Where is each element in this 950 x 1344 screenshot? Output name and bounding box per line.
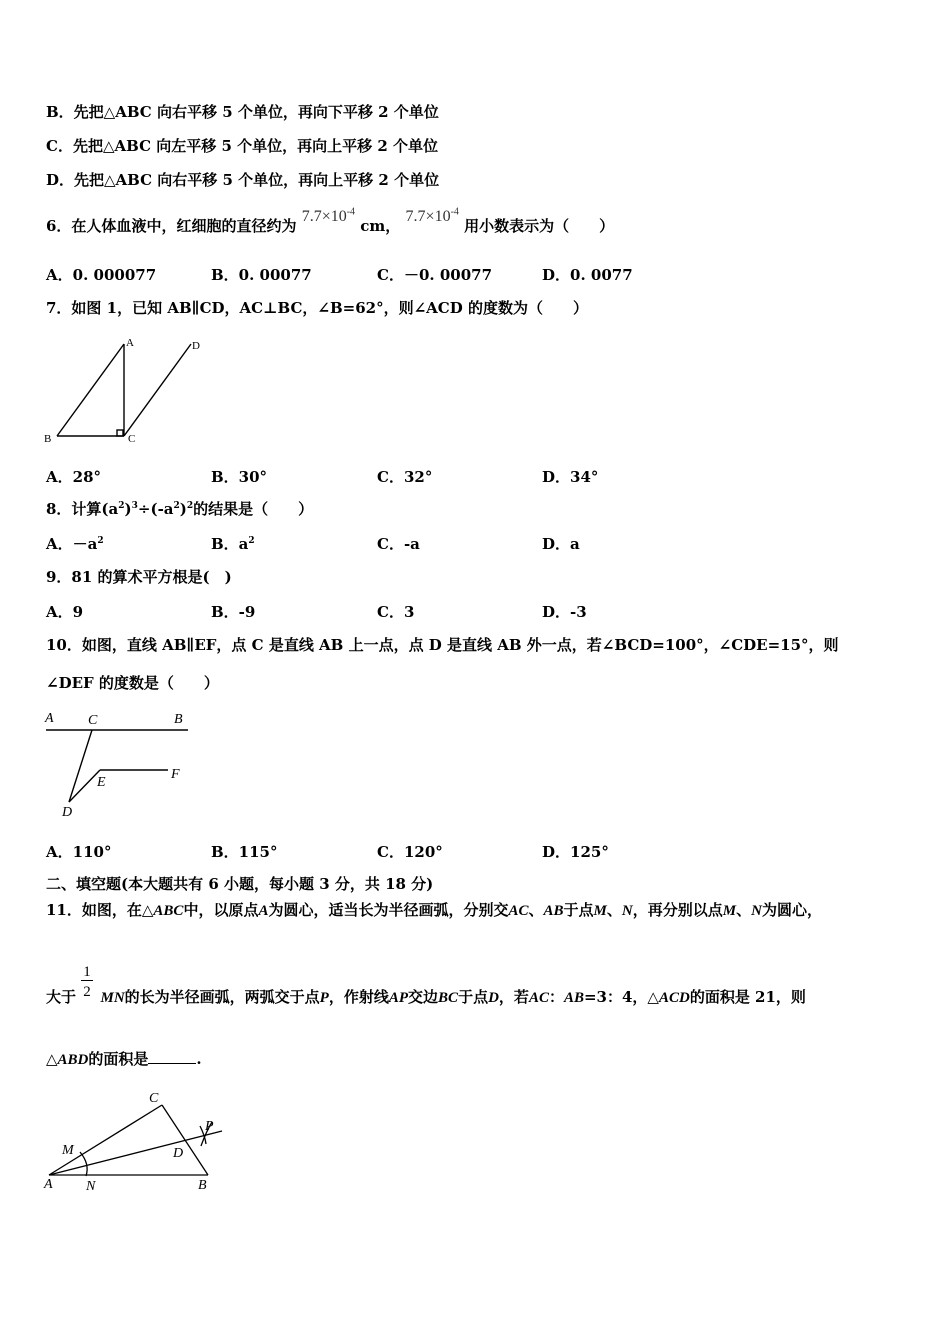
q11-fraction-half: $\frac{1}{2}$ (81, 988, 95, 1008)
q11-stem-line1: 11．如图，在△ABC中，以原点A为圆心，适当长为半径画弧，分别交AC、AB于点M、N，再分别以点M、N为圆心， (46, 901, 822, 919)
q11-stem-line2: 大于 $\frac{1}{2}$ MN的长为半径画弧，两弧交于点P，作射线AP交边BC于点D，若AC：AB=3：4，△ACD的面积是 21，则 (46, 964, 806, 1006)
q6-prefix: 6．在人体血液中，红细胞的直径约为 (46, 217, 297, 235)
q10-label-f: F (171, 767, 180, 782)
q7-stem: 7．如图 1，已知 AB∥CD，AC⊥BC，∠B=62°，则∠ACD 的度数为（ ） (46, 299, 588, 317)
q7-segment-cd (124, 344, 191, 436)
q6-option-c: C．－0. 00077 (377, 266, 493, 284)
q11-ray-ap (49, 1131, 222, 1175)
q10-segment-cd (69, 730, 92, 802)
q11-answer-blank (148, 1049, 196, 1064)
q6-sci-value-2: $7.7\times 10^{-4}$ (405, 206, 459, 225)
q10-label-a: A (45, 711, 54, 726)
q9-option-b: B．-9 (211, 603, 256, 621)
q11-label-n: N (86, 1179, 96, 1194)
q7-option-b: B．30° (211, 468, 268, 486)
q7-label-a: A (126, 337, 134, 349)
q11-label-b: B (198, 1178, 207, 1193)
q10-label-e: E (97, 775, 106, 790)
q10-option-c: C．120° (377, 843, 443, 861)
q5-option-d: D．先把△ABC 向右平移 5 个单位，再向上平移 2 个单位 (46, 171, 440, 189)
q6-unit: cm， (360, 217, 401, 235)
q5-option-b: B．先把△ABC 向右平移 5 个单位，再向下平移 2 个单位 (46, 103, 439, 121)
q11-label-a: A (44, 1177, 53, 1192)
q6-option-a: A．0. 000077 (46, 266, 157, 284)
q6-option-d: D．0. 0077 (542, 266, 633, 284)
q7-segment-ab (57, 344, 124, 436)
q11-label-d: D (173, 1146, 184, 1161)
q10-option-a: A．110° (46, 843, 112, 861)
q6-stem (46, 206, 615, 237)
q8-stem: 8．计算$(a^2)^3\div(-a^2)^2$的结果是（ ） (46, 500, 314, 518)
q6-sci-value-1: $7.7\times 10^{-4}$ (301, 206, 356, 225)
q7-label-d: D (192, 340, 200, 352)
q8-option-a: A．$-a^2$ (46, 535, 104, 553)
q10-option-b: B．115° (211, 843, 278, 861)
q7-option-d: D．34° (542, 468, 599, 486)
q9-stem: 9．81 的算术平方根是( ) (46, 568, 232, 586)
q11-label-c: C (149, 1091, 159, 1106)
q6-suffix: 用小数表示为（ ） (464, 217, 615, 235)
q10-label-c: C (88, 713, 98, 728)
q11-stem-line3: △ABD的面积是 . (46, 1050, 202, 1068)
q6-option-b: B．0. 00077 (211, 266, 312, 284)
q11-label-p: P (205, 1119, 214, 1134)
q7-figure (40, 334, 215, 449)
q10-stem-line1: 10．如图，直线 AB∥EF，点 C 是直线 AB 上一点，点 D 是直线 AB 外一点，若∠BCD=100°，∠CDE=15°，则 (46, 636, 839, 654)
q10-figure (40, 708, 195, 823)
q5-option-c: C．先把△ABC 向左平移 5 个单位，再向上平移 2 个单位 (46, 137, 438, 155)
q10-label-b: B (174, 712, 183, 727)
q9-option-d: D．-3 (542, 603, 587, 621)
q10-stem-line2: ∠DEF 的度数是（ ） (46, 674, 219, 692)
q10-label-d: D (62, 805, 73, 820)
q11-label-m: M (62, 1143, 74, 1158)
q8-option-c: C．-a (377, 535, 420, 553)
q11-figure (40, 1088, 230, 1198)
q10-option-d: D．125° (542, 843, 609, 861)
q7-label-c: C (128, 433, 136, 445)
q9-option-a: A．9 (46, 603, 84, 621)
q8-option-b: B．$a^2$ (211, 535, 255, 553)
q7-option-c: C．32° (377, 468, 433, 486)
q8-option-d: D．a (542, 535, 580, 553)
q7-label-b: B (44, 433, 52, 445)
section2-title: 二、填空题(本大题共有 6 小题，每小题 3 分，共 18 分) (46, 875, 434, 893)
q11-segment-ac (49, 1105, 162, 1175)
q7-option-a: A．28° (46, 468, 102, 486)
q9-option-c: C．3 (377, 603, 415, 621)
q7-right-angle-mark (117, 430, 123, 436)
